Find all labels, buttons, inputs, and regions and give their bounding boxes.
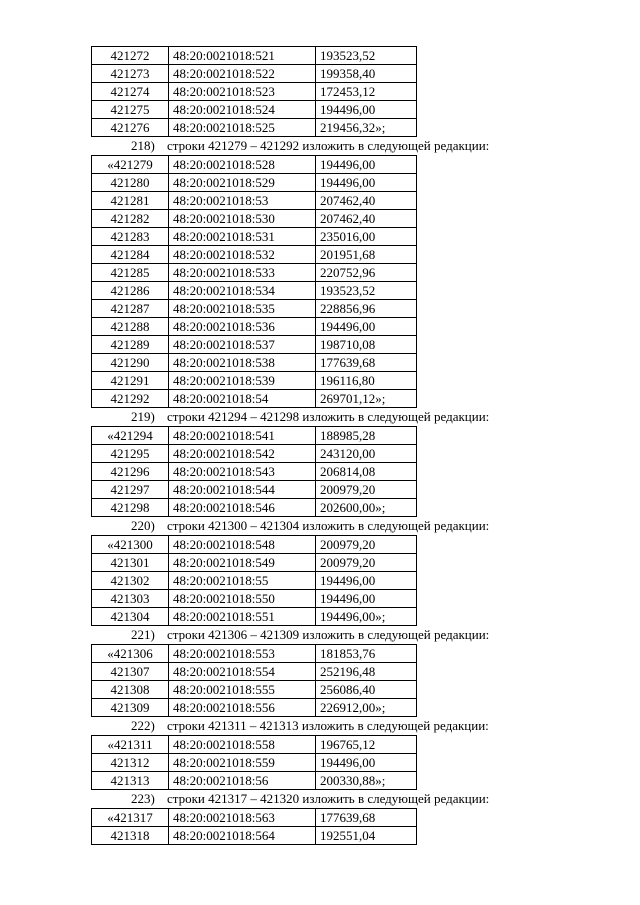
table-row bbox=[92, 499, 417, 517]
table-row bbox=[92, 608, 417, 626]
value-cell: 194496,00 bbox=[316, 754, 417, 772]
cadastral-number-cell: 48:20:0021018:530 bbox=[169, 210, 316, 228]
value-cell: 177639,68 bbox=[316, 809, 417, 827]
register-table bbox=[91, 644, 417, 717]
cadastral-number-cell: 48:20:0021018:523 bbox=[169, 83, 316, 101]
value-cell: 193523,52 bbox=[316, 47, 417, 65]
amendment-instruction bbox=[91, 408, 551, 426]
register-table bbox=[91, 155, 417, 408]
cadastral-number-cell: 48:20:0021018:541 bbox=[169, 427, 316, 445]
cadastral-number-cell: 48:20:0021018:559 bbox=[169, 754, 316, 772]
value-cell: 194496,00 bbox=[316, 590, 417, 608]
table-row bbox=[92, 736, 417, 754]
value-cell: 172453,12 bbox=[316, 83, 417, 101]
row-number-cell: 421303 bbox=[92, 590, 169, 608]
instruction-text: строки 421306 – 421309 изложить в следующей редакции: bbox=[167, 627, 490, 642]
value-cell: 200979,20 bbox=[316, 481, 417, 499]
row-number-cell: «421279 bbox=[92, 156, 169, 174]
table-row bbox=[92, 554, 417, 572]
cadastral-number-cell: 48:20:0021018:522 bbox=[169, 65, 316, 83]
cadastral-number-cell: 48:20:0021018:537 bbox=[169, 336, 316, 354]
value-cell: 256086,40 bbox=[316, 681, 417, 699]
value-cell: 200330,88»; bbox=[316, 772, 417, 790]
table-row bbox=[92, 65, 417, 83]
value-cell: 193523,52 bbox=[316, 282, 417, 300]
row-number-cell: «421306 bbox=[92, 645, 169, 663]
value-cell: 194496,00 bbox=[316, 174, 417, 192]
cadastral-number-cell: 48:20:0021018:521 bbox=[169, 47, 316, 65]
register-table bbox=[91, 535, 417, 626]
row-number-cell: 421308 bbox=[92, 681, 169, 699]
row-number-cell: 421284 bbox=[92, 246, 169, 264]
row-number-cell: 421291 bbox=[92, 372, 169, 390]
value-cell: 194496,00»; bbox=[316, 608, 417, 626]
row-number-cell: «421300 bbox=[92, 536, 169, 554]
instruction-number: 219) bbox=[131, 409, 155, 424]
table-row bbox=[92, 156, 417, 174]
register-table bbox=[91, 426, 417, 517]
table-row bbox=[92, 390, 417, 408]
row-number-cell: «421294 bbox=[92, 427, 169, 445]
value-cell: 228856,96 bbox=[316, 300, 417, 318]
instruction-text: строки 421317 – 421320 изложить в следующей редакции: bbox=[167, 791, 490, 806]
cadastral-number-cell: 48:20:0021018:539 bbox=[169, 372, 316, 390]
row-number-cell: 421301 bbox=[92, 554, 169, 572]
cadastral-number-cell: 48:20:0021018:554 bbox=[169, 663, 316, 681]
cadastral-number-cell: 48:20:0021018:542 bbox=[169, 445, 316, 463]
cadastral-number-cell: 48:20:0021018:55 bbox=[169, 572, 316, 590]
cadastral-number-cell: 48:20:0021018:564 bbox=[169, 827, 316, 845]
table-row bbox=[92, 47, 417, 65]
value-cell: 188985,28 bbox=[316, 427, 417, 445]
table-row bbox=[92, 101, 417, 119]
amendment-instruction bbox=[91, 717, 551, 735]
cadastral-number-cell: 48:20:0021018:543 bbox=[169, 463, 316, 481]
row-number-cell: 421288 bbox=[92, 318, 169, 336]
table-row bbox=[92, 300, 417, 318]
cadastral-number-cell: 48:20:0021018:550 bbox=[169, 590, 316, 608]
cadastral-number-cell: 48:20:0021018:536 bbox=[169, 318, 316, 336]
row-number-cell: 421280 bbox=[92, 174, 169, 192]
value-cell: 177639,68 bbox=[316, 354, 417, 372]
table-row bbox=[92, 174, 417, 192]
row-number-cell: «421317 bbox=[92, 809, 169, 827]
value-cell: 220752,96 bbox=[316, 264, 417, 282]
value-cell: 194496,00 bbox=[316, 101, 417, 119]
cadastral-number-cell: 48:20:0021018:548 bbox=[169, 536, 316, 554]
cadastral-number-cell: 48:20:0021018:54 bbox=[169, 390, 316, 408]
table-row bbox=[92, 590, 417, 608]
row-number-cell: 421309 bbox=[92, 699, 169, 717]
cadastral-number-cell: 48:20:0021018:533 bbox=[169, 264, 316, 282]
value-cell: 200979,20 bbox=[316, 536, 417, 554]
row-number-cell: 421287 bbox=[92, 300, 169, 318]
table-row bbox=[92, 282, 417, 300]
value-cell: 198710,08 bbox=[316, 336, 417, 354]
cadastral-number-cell: 48:20:0021018:534 bbox=[169, 282, 316, 300]
value-cell: 194496,00 bbox=[316, 572, 417, 590]
table-row bbox=[92, 246, 417, 264]
table-row bbox=[92, 354, 417, 372]
cadastral-number-cell: 48:20:0021018:563 bbox=[169, 809, 316, 827]
instruction-number: 223) bbox=[131, 791, 155, 806]
cadastral-number-cell: 48:20:0021018:528 bbox=[169, 156, 316, 174]
register-table bbox=[91, 46, 417, 137]
table-row bbox=[92, 536, 417, 554]
table-row bbox=[92, 809, 417, 827]
table-row bbox=[92, 264, 417, 282]
amendment-instruction bbox=[91, 790, 551, 808]
row-number-cell: 421312 bbox=[92, 754, 169, 772]
instruction-number: 222) bbox=[131, 718, 155, 733]
cadastral-number-cell: 48:20:0021018:56 bbox=[169, 772, 316, 790]
cadastral-number-cell: 48:20:0021018:53 bbox=[169, 192, 316, 210]
value-cell: 235016,00 bbox=[316, 228, 417, 246]
value-cell: 202600,00»; bbox=[316, 499, 417, 517]
cadastral-number-cell: 48:20:0021018:525 bbox=[169, 119, 316, 137]
instruction-number: 220) bbox=[131, 518, 155, 533]
cadastral-number-cell: 48:20:0021018:549 bbox=[169, 554, 316, 572]
row-number-cell: 421275 bbox=[92, 101, 169, 119]
value-cell: 226912,00»; bbox=[316, 699, 417, 717]
value-cell: 207462,40 bbox=[316, 192, 417, 210]
table-row bbox=[92, 463, 417, 481]
table-row bbox=[92, 754, 417, 772]
value-cell: 194496,00 bbox=[316, 318, 417, 336]
row-number-cell: 421318 bbox=[92, 827, 169, 845]
cadastral-number-cell: 48:20:0021018:555 bbox=[169, 681, 316, 699]
table-row bbox=[92, 645, 417, 663]
value-cell: 243120,00 bbox=[316, 445, 417, 463]
table-row bbox=[92, 427, 417, 445]
value-cell: 196116,80 bbox=[316, 372, 417, 390]
cadastral-number-cell: 48:20:0021018:544 bbox=[169, 481, 316, 499]
table-row bbox=[92, 119, 417, 137]
cadastral-number-cell: 48:20:0021018:535 bbox=[169, 300, 316, 318]
table-row bbox=[92, 481, 417, 499]
row-number-cell: 421298 bbox=[92, 499, 169, 517]
row-number-cell: 421273 bbox=[92, 65, 169, 83]
table-row bbox=[92, 445, 417, 463]
instruction-text: строки 421300 – 421304 изложить в следующей редакции: bbox=[167, 518, 490, 533]
cadastral-number-cell: 48:20:0021018:531 bbox=[169, 228, 316, 246]
document-body bbox=[91, 46, 551, 845]
row-number-cell: «421311 bbox=[92, 736, 169, 754]
amendment-instruction bbox=[91, 626, 551, 644]
instruction-text: строки 421294 – 421298 изложить в следующей редакции: bbox=[167, 409, 490, 424]
cadastral-number-cell: 48:20:0021018:553 bbox=[169, 645, 316, 663]
amendment-instruction bbox=[91, 137, 551, 155]
row-number-cell: 421296 bbox=[92, 463, 169, 481]
cadastral-number-cell: 48:20:0021018:551 bbox=[169, 608, 316, 626]
row-number-cell: 421276 bbox=[92, 119, 169, 137]
amendment-instruction bbox=[91, 517, 551, 535]
table-row bbox=[92, 318, 417, 336]
value-cell: 219456,32»; bbox=[316, 119, 417, 137]
table-row bbox=[92, 772, 417, 790]
instruction-text: строки 421279 – 421292 изложить в следующей редакции: bbox=[167, 138, 490, 153]
table-row bbox=[92, 228, 417, 246]
table-row bbox=[92, 372, 417, 390]
instruction-number: 218) bbox=[131, 138, 155, 153]
table-row bbox=[92, 681, 417, 699]
value-cell: 181853,76 bbox=[316, 645, 417, 663]
row-number-cell: 421313 bbox=[92, 772, 169, 790]
instruction-text: строки 421311 – 421313 изложить в следующей редакции: bbox=[167, 718, 489, 733]
row-number-cell: 421307 bbox=[92, 663, 169, 681]
value-cell: 207462,40 bbox=[316, 210, 417, 228]
cadastral-number-cell: 48:20:0021018:546 bbox=[169, 499, 316, 517]
row-number-cell: 421281 bbox=[92, 192, 169, 210]
cadastral-number-cell: 48:20:0021018:558 bbox=[169, 736, 316, 754]
cadastral-number-cell: 48:20:0021018:529 bbox=[169, 174, 316, 192]
value-cell: 194496,00 bbox=[316, 156, 417, 174]
table-row bbox=[92, 210, 417, 228]
table-row bbox=[92, 663, 417, 681]
row-number-cell: 421289 bbox=[92, 336, 169, 354]
row-number-cell: 421285 bbox=[92, 264, 169, 282]
instruction-number: 221) bbox=[131, 627, 155, 642]
row-number-cell: 421282 bbox=[92, 210, 169, 228]
cadastral-number-cell: 48:20:0021018:538 bbox=[169, 354, 316, 372]
row-number-cell: 421292 bbox=[92, 390, 169, 408]
value-cell: 199358,40 bbox=[316, 65, 417, 83]
cadastral-number-cell: 48:20:0021018:532 bbox=[169, 246, 316, 264]
value-cell: 252196,48 bbox=[316, 663, 417, 681]
register-table bbox=[91, 735, 417, 790]
cadastral-number-cell: 48:20:0021018:556 bbox=[169, 699, 316, 717]
register-table bbox=[91, 808, 417, 845]
table-row bbox=[92, 827, 417, 845]
row-number-cell: 421286 bbox=[92, 282, 169, 300]
value-cell: 201951,68 bbox=[316, 246, 417, 264]
cadastral-number-cell: 48:20:0021018:524 bbox=[169, 101, 316, 119]
table-row bbox=[92, 192, 417, 210]
row-number-cell: 421297 bbox=[92, 481, 169, 499]
row-number-cell: 421295 bbox=[92, 445, 169, 463]
row-number-cell: 421274 bbox=[92, 83, 169, 101]
value-cell: 206814,08 bbox=[316, 463, 417, 481]
table-row bbox=[92, 336, 417, 354]
value-cell: 200979,20 bbox=[316, 554, 417, 572]
value-cell: 192551,04 bbox=[316, 827, 417, 845]
row-number-cell: 421302 bbox=[92, 572, 169, 590]
table-row bbox=[92, 83, 417, 101]
row-number-cell: 421272 bbox=[92, 47, 169, 65]
row-number-cell: 421283 bbox=[92, 228, 169, 246]
row-number-cell: 421290 bbox=[92, 354, 169, 372]
table-row bbox=[92, 699, 417, 717]
value-cell: 269701,12»; bbox=[316, 390, 417, 408]
table-row bbox=[92, 572, 417, 590]
row-number-cell: 421304 bbox=[92, 608, 169, 626]
value-cell: 196765,12 bbox=[316, 736, 417, 754]
